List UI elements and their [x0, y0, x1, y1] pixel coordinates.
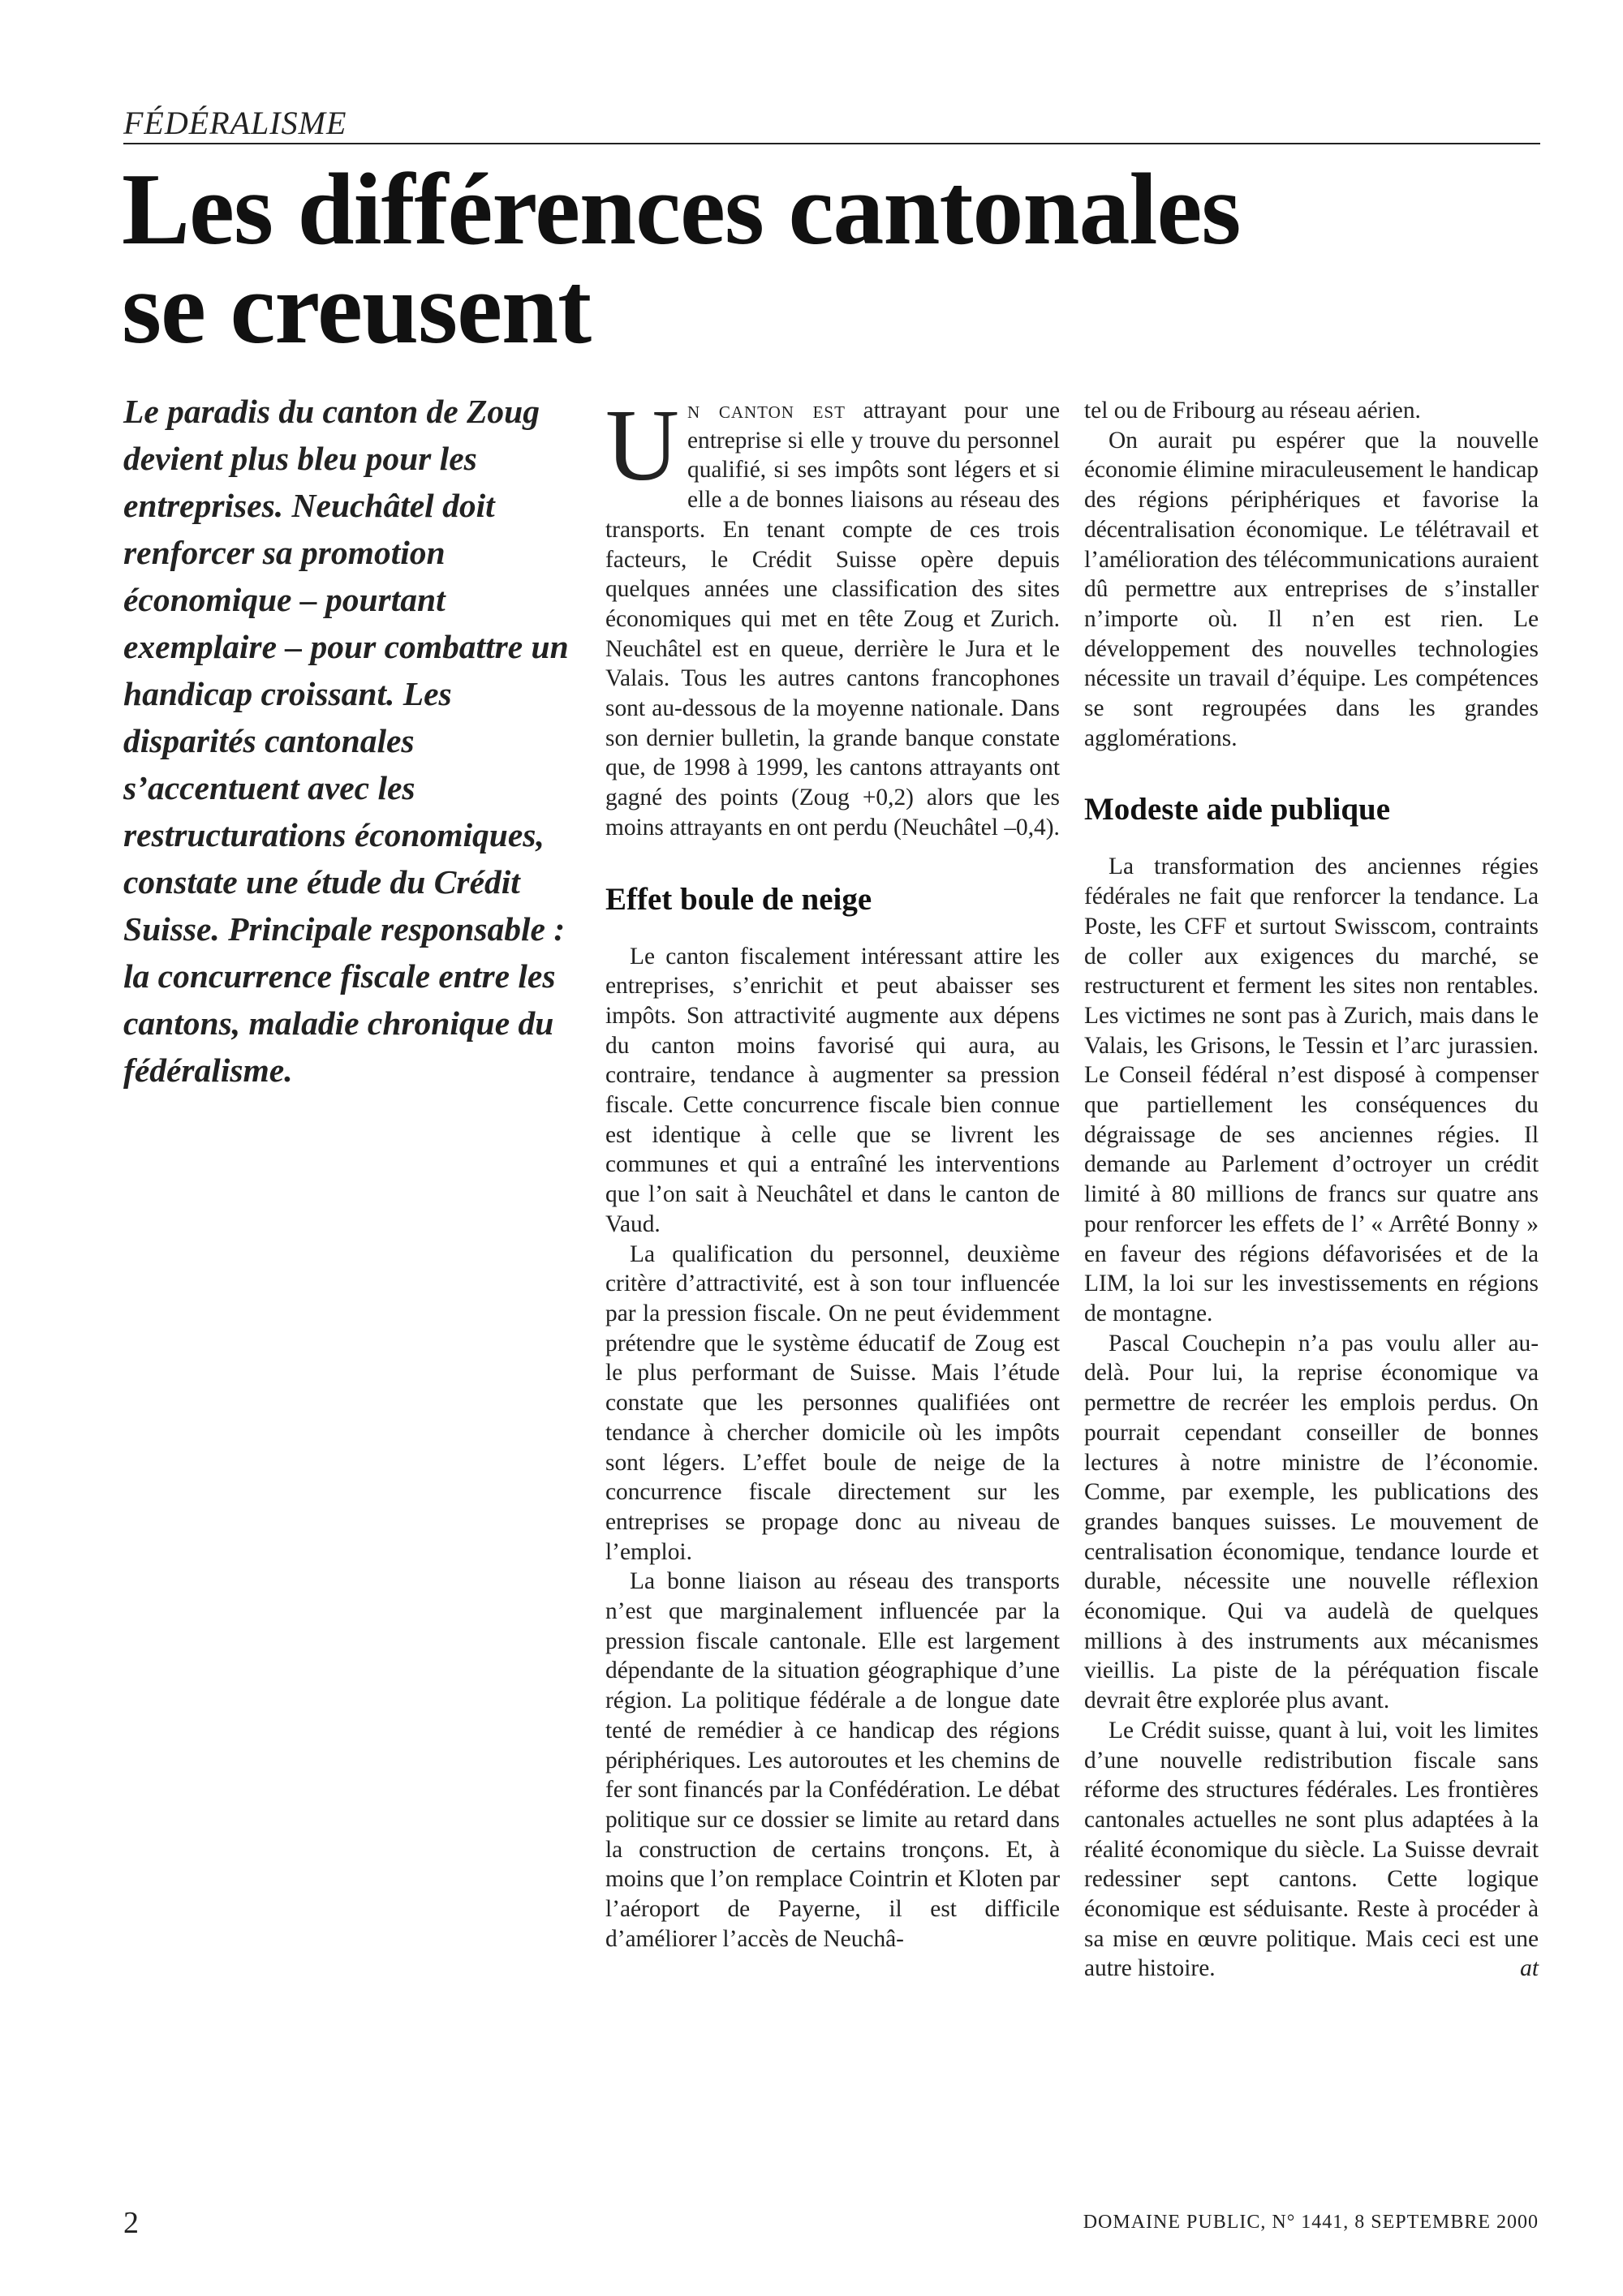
paragraph	[605, 389, 1060, 843]
subheading: Modeste aide publique	[1084, 792, 1391, 828]
paragraph-text: attrayant pour une entreprise si elle y trouve du personnel qualifié, si ses impôts sont légers et si elle a de bonnes liaisons au réseau des transports. En tenant compte de ces trois facteurs, le Crédit Suisse opère depuis quelques années une classification des sites économiques qui met en tête Zoug et Zurich. Neuchâtel est en queue, derrière le Jura et le Valais. Tous les autres cantons francophones sont au-dessous de la moyenne nationale. Dans son dernier bulletin, la grande banque constate que, de 1998 à 1999, les cantons attrayants ont gagné des points (Zoug +0,2) alors que les moins attrayants en ont perdu (Neuchâtel –0,4).	[605, 398, 1060, 841]
article-title	[122, 153, 1339, 365]
paragraph: La transformation des anciennes régies fédérales ne fait que renforcer la tendance. La Poste, les CFF et surtout Swisscom, contraints de coller aux exigences du marché, se restructurent et ferment les sites non rentables. Les victimes ne sont pas à Zurich, mais dans le Valais, les Grisons, le Tessin et l’arc jurassien. Le Conseil fédéral n’est disposé à compenser que partiellement les conséquences du dégraissage de ses anciennes régies. Il demande au Parlement d’octroyer un crédit limité à 80 millions de francs sur quatre ans pour renforcer les effets de l’ « Arrêté Bonny » en faveur des régions défavorisées et de la LIM, la loi sur les investissements en régions de montagne.	[1084, 853, 1539, 1326]
article-lead: Le paradis du canton de Zoug devient plus bleu pour les entreprises. Neuchâtel doit renforcer sa promotion économique – pourtant exemplaire – pour combattre un handicap croissant. Les disparités cantonales s’accentuent avec les restructurations économiques, constate une étude du Crédit Suisse. Principale responsable : la concurrence fiscale entre les cantons, maladie chronique du fédéralisme.	[123, 393, 569, 1089]
article-column-1	[605, 389, 1060, 1954]
section-rule	[123, 143, 1540, 144]
title-line-2: se creusent	[122, 252, 592, 365]
paragraph: La bonne liaison au réseau des transports n’est que marginalement influencée par la pression fiscale cantonale. Elle est largement dépendante de la situation géographique d’une région. La politique fédérale a de longue date tenté de remédier à ce handicap des régions périphériques. Les autoroutes et les chemins de fer sont financés par la Confédération. Le débat politique sur ce dossier se limite au retard dans la construction de certains tronçons. Et, à moins que l’on remplace Cointrin et Kloten par l’aéroport de Payerne, il est difficile d’améliorer l’accès de Neuchâ-	[605, 1568, 1060, 1952]
lead-small-caps: n canton est	[687, 398, 846, 424]
publication-footer: DOMAINE PUBLIC, N° 1441, 8 SEPTEMBRE 2000	[1083, 2212, 1539, 2233]
paragraph: La qualification du personnel, deuxième critère d’attractivité, est à son tour influencée par la pression fiscale. On ne peut évidemment prétendre que le système éducatif de Zoug est le plus performant de Suisse. Mais l’étude constate que les personnes qualifiées ont tendance à chercher domicile où les impôts sont légers. L’effet boule de neige de la concurrence fiscale directement sur les entreprises se propage donc au niveau de l’emploi.	[605, 1240, 1060, 1565]
paragraph: Le canton fiscalement intéressant attire les entreprises, s’enrichit et peut abaisser ses impôts. Son attractivité augmente aux dépens du canton moins favorisé qui aura, au contraire, tendance à augmenter sa pression fiscale. Cette concurrence fiscale bien connue est identique à celle que se livrent les communes et qui a entraîné les interventions que l’on sait à Neuchâtel et dans le canton de Vaud.	[605, 943, 1060, 1237]
section-label: FÉDÉRALISME	[123, 105, 347, 141]
paragraph-text: Le Crédit suisse, quant à lui, voit les limites d’une nouvelle redistribution fiscale sans réforme des structures fédérales. Les frontières cantonales actuelles ne sont plus adaptées à la réalité économique du siècle. La Suisse devrait redessiner sept cantons. Cette logique économique est séduisante. Reste à procéder à sa mise en œuvre politique. Mais ceci est une autre histoire.	[1084, 1717, 1539, 1982]
page-number: 2	[123, 2206, 139, 2240]
paragraph	[1084, 1716, 1539, 1984]
article-column-2	[1084, 396, 1539, 1984]
author-signature: at	[1520, 1955, 1539, 1982]
drop-cap: U	[605, 389, 679, 502]
paragraph: tel ou de Fribourg au réseau aérien.	[1084, 398, 1421, 424]
paragraph: On aurait pu espérer que la nouvelle économie élimine miraculeusement le handicap des régions périphériques et favorise la décentralisation économique. Le télétravail et l’amélioration des télécommunications auraient dû permettre aux entreprises de s’installer n’importe où. Il n’en est rien. Le développement des nouvelles technologies nécessite un travail d’équipe. Les compétences se sont regroupées dans les grandes agglomérations.	[1084, 427, 1539, 751]
paragraph: Pascal Couchepin n’a pas voulu aller au-delà. Pour lui, la reprise économique va permettre de recréer les emplois perdus. On pourrait cependant conseiller de bonnes lectures à notre ministre de l’économie. Comme, par exemple, les publications des grandes banques suisses. Le mouvement de centralisation économique, tendance lourde et durable, nécessite une nouvelle réflexion économique. Qui va audelà de quelques millions à des instruments aux mécanismes vieillis. La piste de la péréquation fiscale devrait être explorée plus avant.	[1084, 1330, 1539, 1714]
title-line-1: Les différences cantonales	[122, 153, 1241, 266]
subheading: Effet boule de neige	[605, 881, 872, 917]
